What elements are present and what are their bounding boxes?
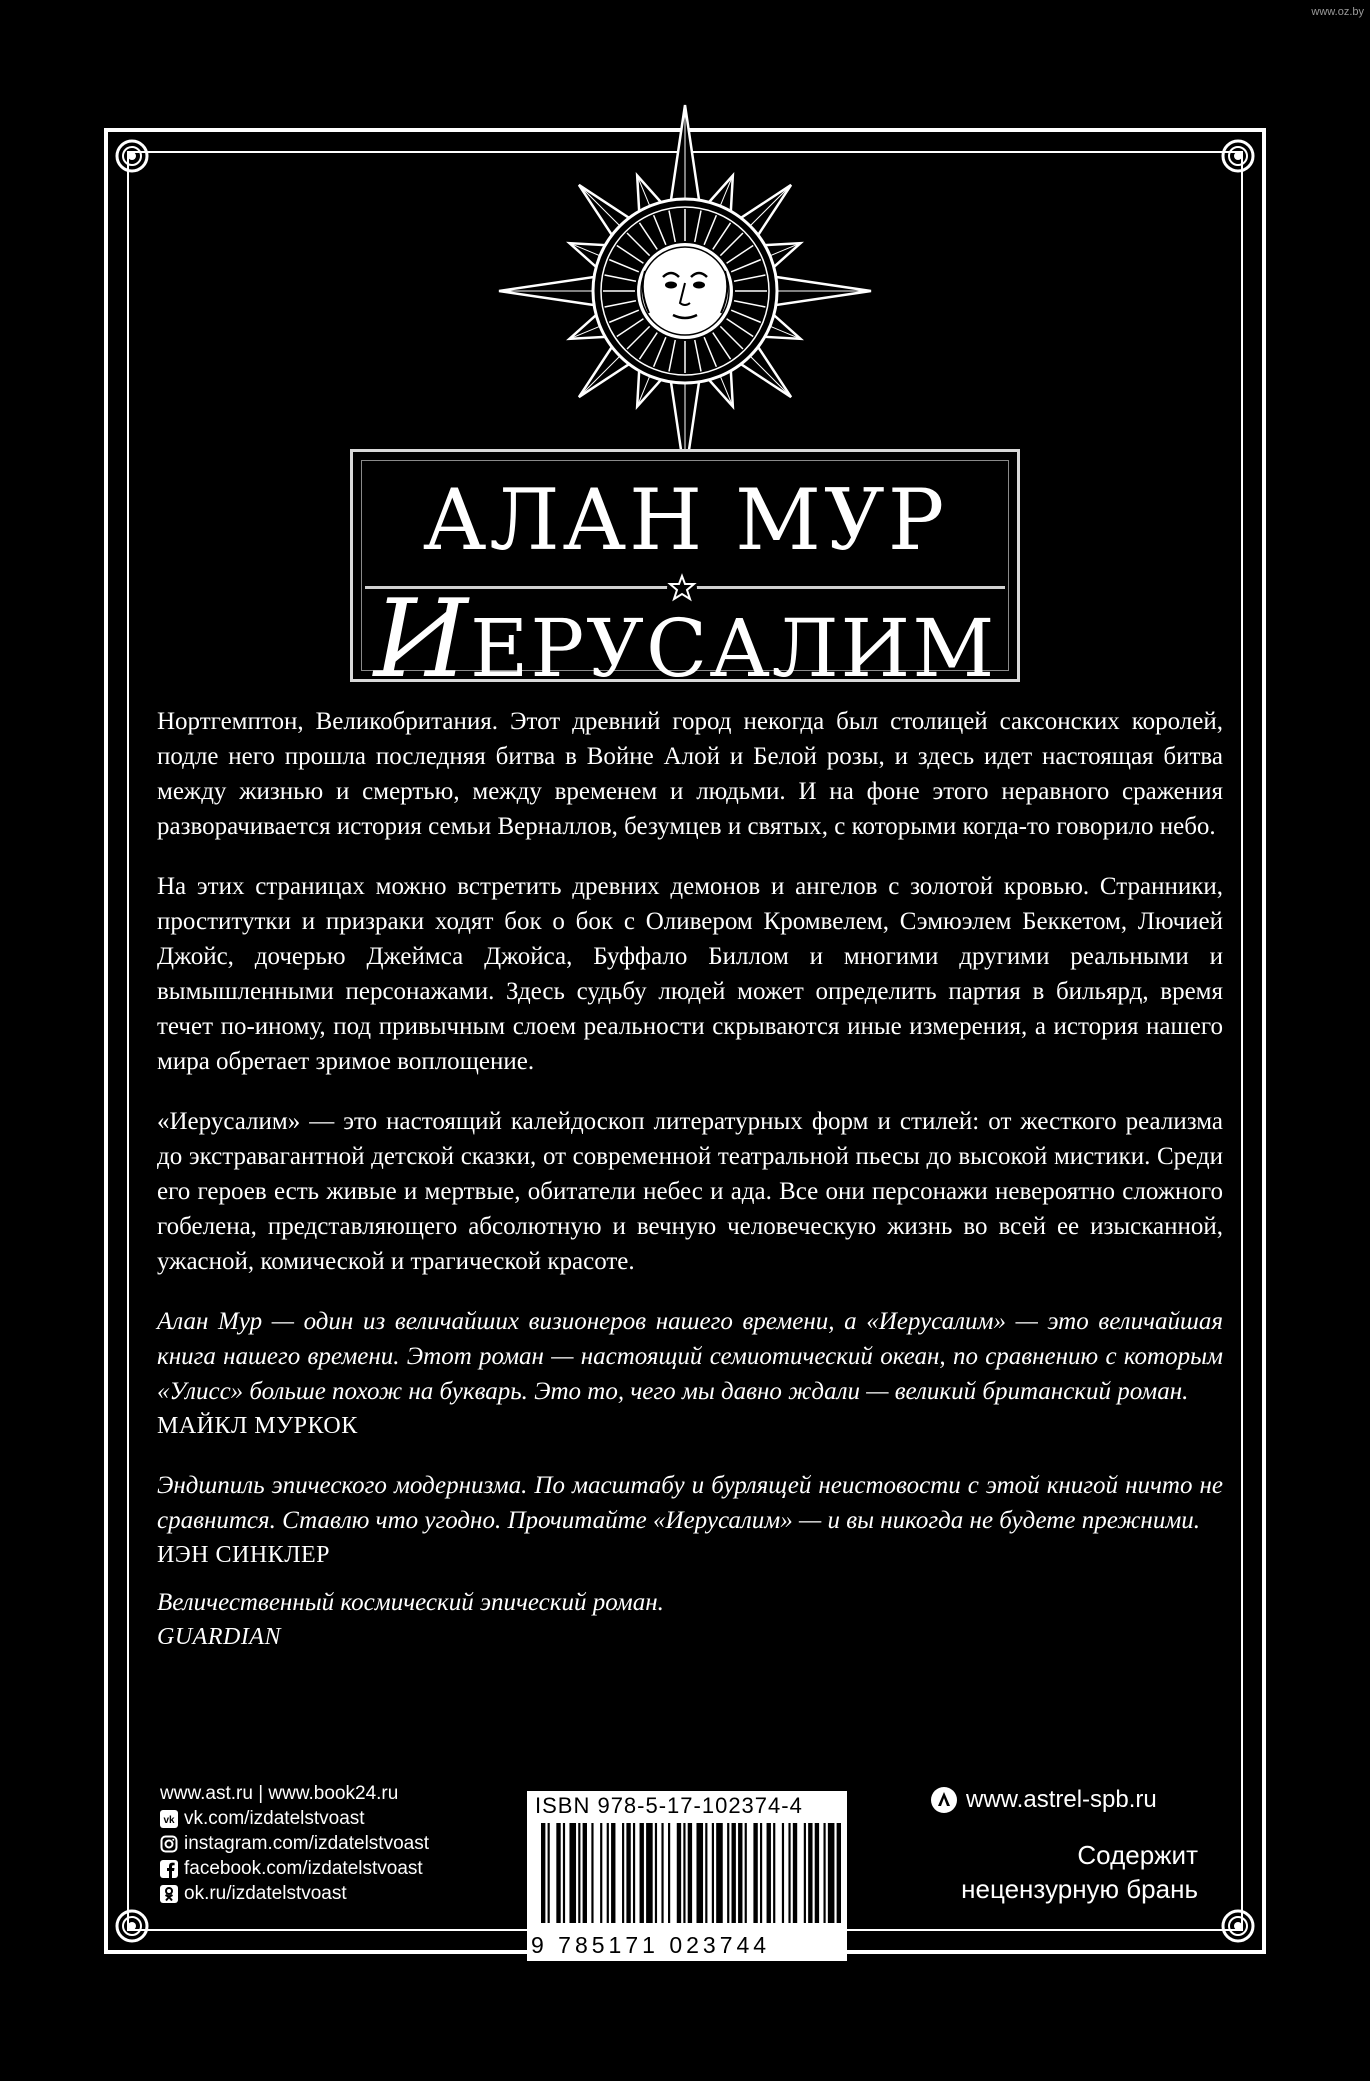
barcode-bar [808,1823,812,1923]
barcode-digits: 9 785171 023744 [531,1932,771,1958]
barcode-bar [815,1823,819,1923]
isbn-number: ISBN 978-5-17-102374-4 [535,1793,803,1818]
corner-ornament [1220,138,1256,174]
quote-text: Величественный космический эпический роман. [157,1589,664,1616]
barcode-bar [696,1823,703,1923]
content-warning: Содержит нецензурную брань [961,1840,1198,1904]
barcode-bar [668,1823,670,1923]
barcode-bar [760,1823,762,1923]
barcode-bar [788,1823,790,1923]
corner-ornament [1220,1908,1256,1944]
quote-text: Эндшпиль эпического модернизма. По масштабу и бурлящей неистовости с этой книгой ничто не сравнится. Ставлю что угодно. Прочитайте «Иерусалим» — и вы никогда не будете прежними. [157,1472,1223,1534]
barcode-bar [563,1823,565,1923]
ok-link[interactable]: ok.ru/izdatelstvoast [160,1881,429,1906]
publisher-site-link[interactable]: www.astrel-spb.ru [930,1786,1220,1814]
barcode-bar [548,1823,550,1923]
paragraph: Нортгемптон, Великобритания. Этот древний город некогда был столицей саксонских королей, подле него прошла последняя битва в Войне Алой и Белой розы, и здесь идет настоящая битва между жизнью и смертью, между временем и людьми. И на фоне этого неравного сражения разворачивается история семьи Верналлов, безумцев и святых, с которыми когда-то говорило небо. [157,708,1223,840]
review-quote [157,1585,1223,1655]
publisher-links [160,1781,429,1906]
barcode-bar [578,1823,580,1923]
barcode-bars [541,1823,841,1923]
barcode-bar [646,1823,653,1923]
barcode-bar [607,1823,609,1923]
watermark: www.oz.by [1311,6,1364,18]
barcode-bar [716,1823,723,1923]
quote-source: ИЭН СИНКЛЕР [157,1542,330,1568]
barcode-bar [591,1823,593,1923]
publisher-info [930,1786,1220,1906]
quote-source: GUARDIAN [157,1624,281,1650]
astrel-logo-icon [930,1786,958,1814]
sites-link[interactable]: www.ast.ru | www.book24.ru [160,1783,399,1804]
barcode-bar [793,1823,797,1923]
barcode-bar [773,1823,775,1923]
facebook-icon [160,1860,178,1878]
sun-emblem-icon [497,103,873,479]
barcode-bar [804,1823,806,1923]
barcode-bar [727,1823,729,1923]
barcode-bar [600,1823,602,1923]
title-box [350,449,1020,702]
barcode-bar [583,1823,587,1923]
barcode-bar [611,1823,615,1923]
vk-link[interactable]: vk vk.com/izdatelstvoast [160,1806,429,1831]
barcode-bar [753,1823,757,1923]
quote-source: МАЙКЛ МУРКОК [157,1413,358,1439]
barcode-bar [556,1823,560,1923]
paragraph: На этих страницах можно встретить древних демонов и ангелов с золотой кровью. Странники, проститутки и призраки ходят бок о бок с Оливером Кромвелем, Сэмюэлем Беккетом, Лючией Джойс, дочерью Джеймса Джойса, Буффало Биллом и многими другими реальными и вымышленными персонажами. Здесь судьбу людей может определить партия в бильярд, время течет по-иному, под привычным слоем реальности скрываются иные измерения, а история нашего мира обретает зримое воплощение. [157,873,1223,1075]
instagram-link[interactable]: instagram.com/izdatelstvoast [160,1831,429,1856]
barcode-bar [640,1823,644,1923]
quote-text: Алан Мур — один из величайших визионеров нашего времени, а «Иерусалим» — это величайшая книга нашего времени. Этот роман — настоящий семиотический океан, по сравнению с которым «Улисс» больше похож на букварь. Это то, чего мы давно ждали — великий британский роман. [157,1308,1223,1405]
barcode-bar [569,1823,576,1923]
barcode-bar [655,1823,657,1923]
barcode-bar [767,1823,771,1923]
barcode-bar [661,1823,663,1923]
barcode-bar [677,1823,681,1923]
corner-ornament [114,138,150,174]
vk-icon [160,1810,178,1828]
isbn-barcode [527,1791,847,1961]
barcode-bar [828,1823,835,1923]
barcode-bar [745,1823,747,1923]
facebook-link[interactable]: facebook.com/izdatelstvoast [160,1856,429,1881]
barcode-bar [541,1823,545,1923]
barcode-bar [782,1823,784,1923]
barcode-bar [732,1823,736,1923]
book-title: ИЕРУСАЛИМ [373,577,997,702]
author-name: АЛАН МУР [422,471,948,569]
annotation [157,704,1223,1655]
barcode-bar [837,1823,841,1923]
barcode-bar [622,1823,624,1923]
barcode-bar [683,1823,685,1923]
barcode-bar [688,1823,692,1923]
review-quote [157,1468,1223,1573]
barcode-bar [738,1823,742,1923]
svg-text:vk: vk [163,1814,175,1826]
barcode-bar [823,1823,825,1923]
barcode-bar [633,1823,635,1923]
review-quote [157,1304,1223,1444]
barcode-bar [626,1823,630,1923]
barcode-bar [705,1823,707,1923]
odnoklassniki-icon [160,1885,178,1903]
corner-ornament [114,1908,150,1944]
barcode-bar [712,1823,714,1923]
paragraph: «Иерусалим» — это настоящий калейдоскоп литературных форм и стилей: от жесткого реализма до экстравагантной детской сказки, от современной театральной пьесы до высокой мистики. Среди его героев есть живые и мертвые, обитатели небес и ада. Все они персонажи невероятно сложного гобелена, представляющего абсолютную и вечную человеческую жизнь во всей ее изысканной, ужасной, комической и трагической красоте. [157,1108,1223,1275]
instagram-icon [160,1835,178,1853]
